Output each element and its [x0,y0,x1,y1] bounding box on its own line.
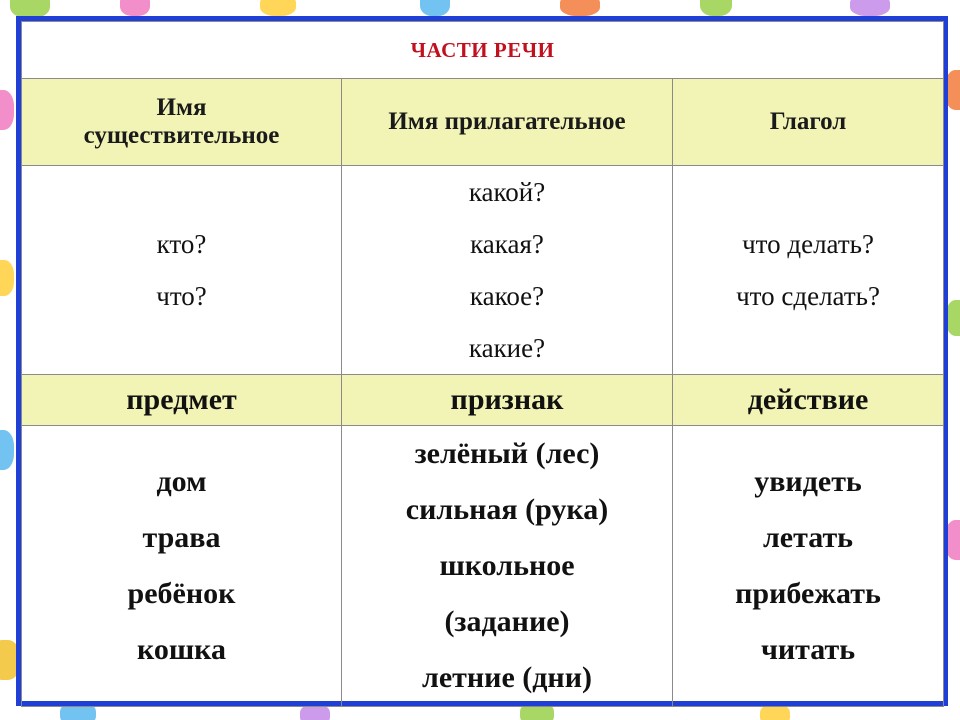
table-title: ЧАСТИ РЕЧИ [22,22,944,79]
header-noun-line: Имя [156,94,207,121]
header-row [22,79,944,166]
question: какой? [468,177,546,207]
example: (задание) [444,605,570,638]
example: дом [156,465,207,498]
example: увидеть [754,465,862,498]
header-verb-line: Глагол [769,108,847,135]
example: прибежать [735,577,881,610]
question: какое? [469,281,545,311]
header-adjective-line: Имя прилагательное [388,108,626,135]
question: что сделать? [736,281,880,311]
adjective-questions [342,166,673,375]
verb-questions [673,166,944,375]
title-row [22,22,944,79]
header-verb [673,79,944,166]
questions-row [22,166,944,375]
example: кошка [136,633,227,666]
question: что? [156,281,207,311]
example: зелёный (лес) [414,437,600,470]
question: что делать? [742,229,874,259]
parts-of-speech-table [21,21,944,707]
noun-questions [22,166,342,375]
noun-examples [22,426,342,707]
examples-row [22,426,944,707]
adjective-examples [342,426,673,707]
example: читать [760,633,856,666]
example: трава [142,521,221,554]
meaning-row [22,375,944,426]
example: летать [762,521,854,554]
header-noun-line: существительное [83,122,280,149]
table-frame [16,16,948,706]
question: кто? [156,229,207,259]
header-noun [22,79,342,166]
verb-examples [673,426,944,707]
verb-meaning: действие [673,375,944,426]
noun-meaning: предмет [22,375,342,426]
example: летние (дни) [422,661,592,694]
example: школьное [439,549,575,582]
header-adjective [342,79,673,166]
question: какая? [470,229,544,259]
example: сильная (рука) [405,493,609,526]
adjective-meaning: признак [342,375,673,426]
example: ребёнок [127,577,236,610]
question: какие? [468,333,546,363]
